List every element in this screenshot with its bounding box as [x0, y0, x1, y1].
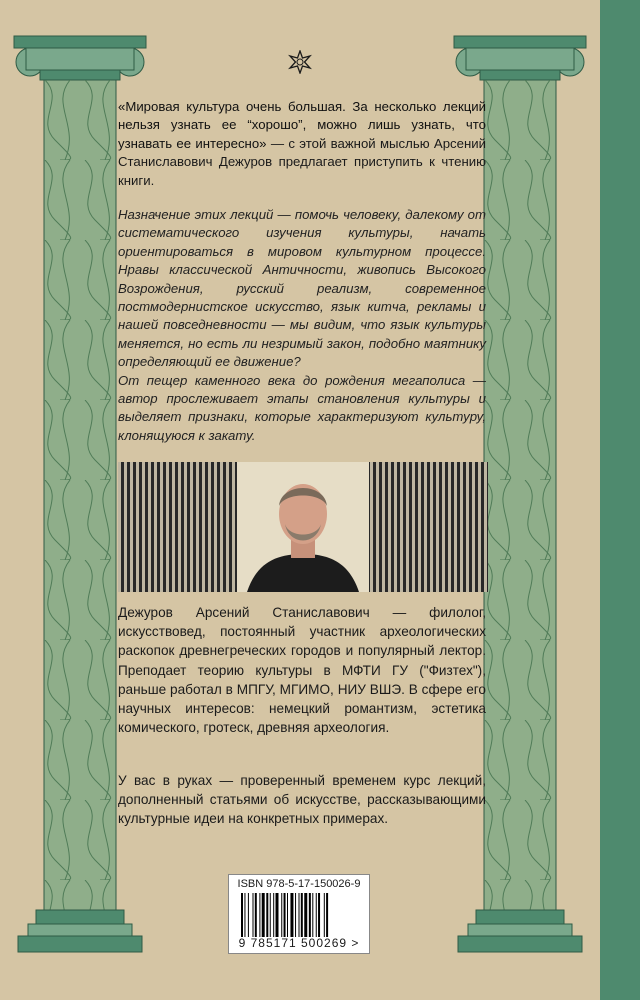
quote-tail: — с этой важной мыслью Арсений Станиславович Дежуров предлагает приступить к чтению книги.: [118, 135, 486, 188]
course-paragraph: У вас в руках — проверенный временем курс лекций, дополненный статьями об искусстве, рассказывающими культурные идеи на конкретных примерах.: [118, 773, 486, 827]
description-paragraph-1: Назначение этих лекций — помочь человеку, далекому от систематического изучения культуры, начать ориентироваться в мировом культурном процессе. Нравы классической Античности, живопись Высокого Возрождения, русский реализм, современное постмодернистское искусство, язык китча, рекламы и нашей повседневности — мы видим, что язык культуры меняется, но есть ли незримый закон, подобно маятнику определяющий ее движение?: [118, 207, 486, 370]
barcode-bar: [309, 893, 311, 937]
barcode-bar: [253, 893, 254, 937]
barcode-bar: [255, 893, 257, 937]
barcode-bar: [248, 893, 249, 937]
barcode-bar: [301, 893, 303, 937]
author-bio: [118, 603, 486, 745]
barcode-digits: 9 785171 500269 >: [238, 936, 360, 950]
barcode-bar: [316, 893, 317, 937]
quote-lead: «Мировая культура очень большая. За несколько лекций нельзя узнать ее “хорошо”, можно лишь узнать, что узнавать ее интересно»: [118, 99, 486, 151]
book-spine: [600, 0, 640, 1000]
barcode-bar: [241, 893, 243, 937]
author-portrait: [237, 462, 369, 592]
book-description: [118, 206, 486, 445]
barcode-bar: [276, 893, 279, 937]
barcode-bar: [266, 893, 268, 937]
isbn-label: ISBN 978-5-17-150026-9: [237, 878, 361, 890]
lead-quote: [118, 98, 486, 190]
barcode-bar: [281, 893, 282, 937]
barcode-bar: [299, 893, 300, 937]
barcode: [241, 893, 359, 937]
barcode-bar: [312, 893, 313, 937]
barcode-bar: [259, 893, 260, 937]
barcode-bar: [270, 893, 271, 937]
barcode-bar: [304, 893, 307, 937]
barcode-bar: [324, 893, 325, 937]
barcode-bar: [287, 893, 288, 937]
barcode-bar: [318, 893, 320, 937]
barcode-bar: [262, 893, 265, 937]
barcode-bar: [295, 893, 296, 937]
barcode-bar: [273, 893, 274, 937]
course-note: [118, 771, 486, 829]
star-ornament-icon: [288, 50, 312, 74]
description-paragraph-2: От пещер каменного века до рождения мегаполиса — автор прослеживает этапы становления культуры и выделяет признаки, которые характеризуют культуру, клонящуюся к закату.: [118, 372, 486, 443]
isbn-barcode-box: [228, 874, 370, 954]
photo-band: [118, 462, 488, 592]
bio-paragraph: Дежуров Арсений Станиславович — филолог, искусствовед, постоянный участник археологических раскопок древнегреческих городов и популярный лектор. Преподает теорию культуры в МФТИ ГУ ("Физтех"), раньше работал в МПГУ, МГИМО, НИУ ВШЭ. В сфере его научных интересов: немецкий романтизм, эстетика комического, гротеск, древняя археология.: [118, 605, 486, 736]
barcode-bar: [326, 893, 328, 937]
barcode-bar: [284, 893, 286, 937]
barcode-bar: [244, 893, 245, 937]
barcode-bar: [290, 893, 293, 937]
